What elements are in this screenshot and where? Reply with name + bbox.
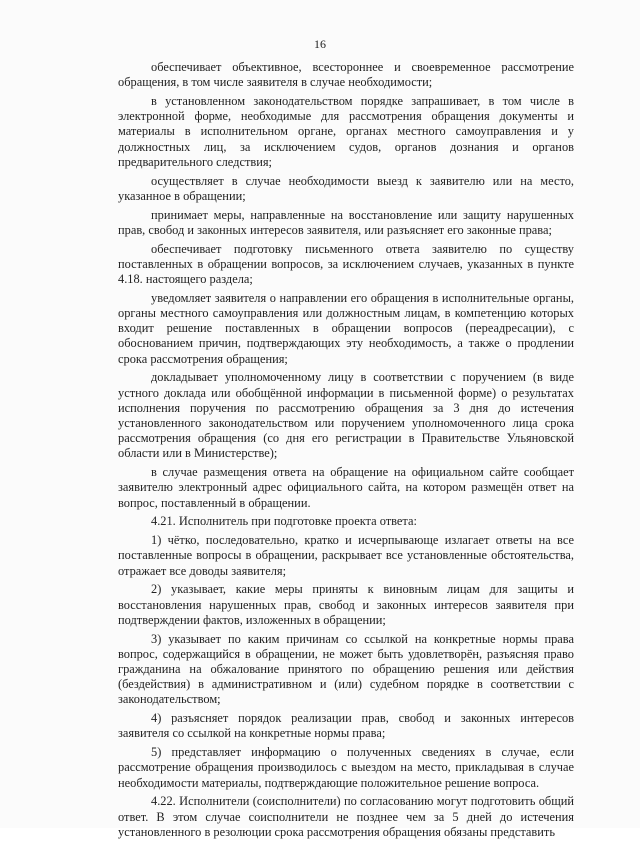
document-body xyxy=(118,60,574,844)
paragraph: обеспечивает объективное, всестороннее и своевременное рассмотрение обращения, в том числе заявителя в случае необходимости; xyxy=(118,60,574,90)
paragraph: в случае размещения ответа на обращение на официальном сайте сообщает заявителю электронный адрес официального сайта, на котором размещён ответ на вопрос, поставленный в обращении. xyxy=(118,465,574,510)
paragraph: докладывает уполномоченному лицу в соответствии с поручением (в виде устного доклада или обобщённой информации в письменной форме) о результатах исполнения поручения по рассмотрению обращения за 3 дня до истечения установленного законодательством или поручением уполномоченного лица срока рассмотрения обращения (со дня его регистрации в Правительстве Ульяновской области или в Министерстве); xyxy=(118,370,574,461)
paragraph: принимает меры, направленные на восстановление или защиту нарушенных прав, свобод и законных интересов заявителя, или разъясняет его законные права; xyxy=(118,207,574,237)
list-item: 2) указывает, какие меры приняты к виновным лицам для защиты и восстановления нарушенных прав, свобод и законных интересов заявителя при подтверждении фактов, изложенных в обращении; xyxy=(118,582,574,627)
list-item: 4) разъясняет порядок реализации прав, свобод и законных интересов заявителя со ссылкой на конкретные нормы права; xyxy=(118,711,574,741)
page-number: 16 xyxy=(314,37,326,51)
paragraph: уведомляет заявителя о направлении его обращения в исполнительные органы, органы местного самоуправления или должностным лицам, в компетенцию которых входит решение поставленных в обращении вопросов (переадресации), с обоснованием причин, подтверждающих эту необходимость, а также о продлении срока рассмотрения обращения; xyxy=(118,290,574,366)
list-item: 5) представляет информацию о полученных сведениях в случае, если рассмотрение обращения производилось с выездом на место, прикладывая в случае необходимости материалы, подтверждающие положительное решение вопроса. xyxy=(118,745,574,790)
paragraph: осуществляет в случае необходимости выезд к заявителю или на место, указанное в обращении; xyxy=(118,173,574,203)
section-4-22: 4.22. Исполнители (соисполнители) по согласованию могут подготовить общий ответ. В этом случае соисполнители не позднее чем за 5 дней до истечения установленного в резолюции срока рассмотрения обращения обязаны представить xyxy=(118,794,574,839)
paragraph: в установленном законодательством порядке запрашивает, в том числе в электронной форме, необходимые для рассмотрения обращения документы и материалы в исполнительном органе, органах местного самоуправления и у должностных лиц, за исключением судов, органов дознания и органов предварительного следствия; xyxy=(118,94,574,169)
section-heading-4-21: 4.21. Исполнитель при подготовке проекта ответа: xyxy=(151,514,417,529)
list-item: 3) указывает по каким причинам со ссылкой на конкретные нормы права вопрос, содержащийся в обращении, не может быть удовлетворён, разъясняя право гражданина на обжалование принятого по обращению решения или действия (бездействия) в административном и (или) судебном порядке в соответствии с законодательством; xyxy=(118,631,574,707)
paragraph: обеспечивает подготовку письменного ответа заявителю по существу поставленных в обращении вопросов, за исключением случаев, указанных в пункте 4.18. настоящего раздела; xyxy=(118,241,574,287)
list-item: 1) чётко, последовательно, кратко и исчерпывающе излагает ответы на все поставленные вопросы в обращении, раскрывает все установленные обстоятельства, отражает все доводы заявителя; xyxy=(118,533,574,578)
